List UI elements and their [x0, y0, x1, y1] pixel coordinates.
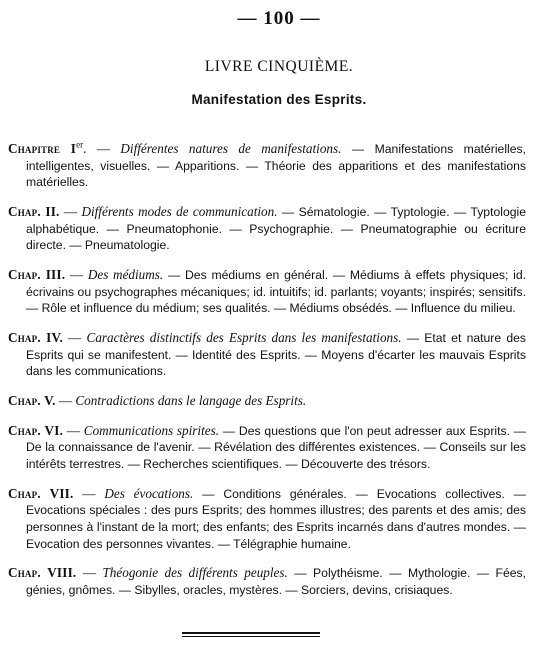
chapter-entry — [8, 486, 526, 552]
chapter-separator: — — [59, 204, 82, 220]
chapter-title: Différentes natures de manifestations. — [120, 141, 342, 157]
chapter-title: Communications spirites. — [83, 422, 220, 438]
chapter-entry — [8, 330, 526, 380]
chapter-label: Chapitre I — [8, 141, 77, 157]
chapter-title: Contradictions dans le langage des Esprits. — [75, 393, 307, 409]
chapter-entry — [8, 423, 526, 473]
chapter-separator: — — [76, 565, 103, 581]
chapter-label: Chap. VI. — [8, 422, 64, 438]
chapter-list — [8, 128, 526, 602]
chapter-title: Caractères distinctifs des Esprits dans les manifestations. — [86, 330, 402, 346]
chapter-entry — [8, 565, 526, 598]
chapter-contents: — Sématologie. — Typtologie. — Typtologie alphabétique. — Pneumatophonie. — Psychographie. — Pneumatographie ou écriture directe. — Pneumatologie. — [26, 205, 526, 253]
chapter-separator: — — [73, 485, 105, 501]
chapter-title: Différents modes de communication. — [81, 204, 278, 220]
chapter-contents: — Des questions que l'on peut adresser aux Esprits. — De la connaissance de l'avenir. — Révélation des différentes existences. — Conseils sur les intérêts terrestres. — Recherches scientifiques. — Découverte des trésors. — [26, 423, 526, 472]
chapter-label: Chap. III. — [8, 267, 66, 283]
book-title: LIVRE CINQUIÈME. — [204, 58, 354, 75]
chapter-title: Théogonie des différents peuples. — [102, 565, 288, 581]
chapter-label: Chap. V. — [8, 393, 56, 409]
chapter-label: Chap. VII. — [8, 485, 74, 501]
chapter-entry — [8, 204, 526, 254]
chapter-title: Des évocations. — [104, 485, 194, 501]
chapter-label: Chap. II. — [8, 204, 60, 220]
chapter-separator: — — [63, 422, 84, 438]
chapter-separator: — — [55, 393, 76, 409]
chapter-contents: — Conditions générales. — Evocations collectives. — Evocations spéciales : des purs Esprits; des hommes illustres; des parents et des amis; des personnes à l'instant de la mort; des enfants; des Esprits incarnés dans d'autres mondes. — Evocation des personnes vivantes. — Télégraphie humaine. — [26, 486, 526, 551]
chapter-entry — [8, 393, 526, 410]
chapter-label: Chap. IV. — [8, 330, 64, 346]
page-number: — 100 — — [237, 8, 321, 29]
chapter-title: Des médiums. — [87, 267, 164, 283]
chapter-contents: — Des médiums en général. — Médiums à effets physiques; id. écrivains ou psychographes mécaniques; id. intuitifs; id. parlants; voyants; inspirés; sensitifs. — Rôle et influence du médium; ses qualités. — Médiums obsédés. — Influence du milieu. — [26, 268, 527, 316]
chapter-separator: . — — [83, 141, 121, 157]
chapter-separator: — — [63, 330, 87, 346]
bottom-rule — [182, 632, 320, 634]
section-title: Manifestation des Esprits. — [191, 92, 367, 107]
chapter-contents: — Manifestations matérielles, intelligentes, visuelles. — Apparitions. — Théorie des apparitions et des manifestations matérielles. — [26, 142, 526, 190]
chapter-separator: — — [65, 267, 88, 283]
chapter-label: Chap. VIII. — [8, 565, 77, 581]
chapter-contents: — Etat et nature des Esprits qui se manifestent. — Identité des Esprits. — Moyens d'écarter les mauvais Esprits dans les communications. — [26, 331, 527, 379]
chapter-entry — [8, 267, 526, 317]
chapter-contents: — Polythéisme. — Mythologie. — Fées, génies, gnômes. — Sibylles, oracles, mystères. — Sorciers, devins, crisiaques. — [26, 566, 526, 597]
chapter-entry — [8, 141, 526, 191]
chapter-label-superscript: er — [76, 139, 84, 150]
